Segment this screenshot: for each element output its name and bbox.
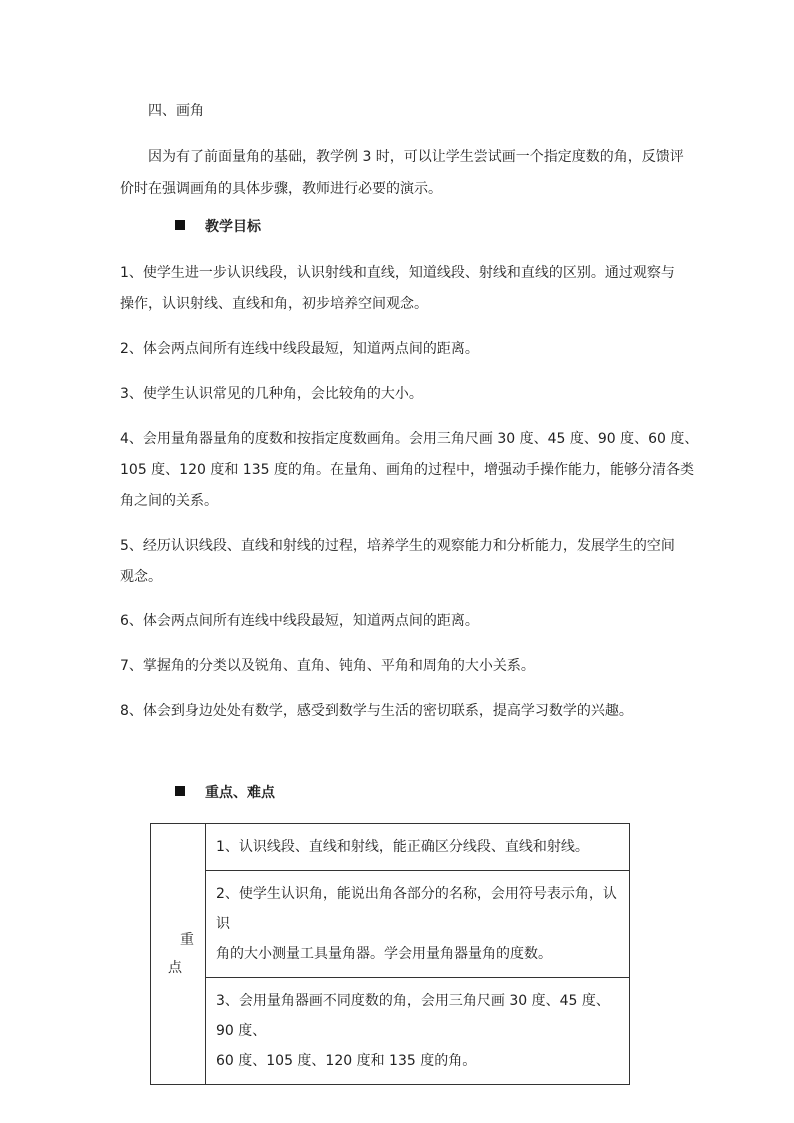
objectives-heading xyxy=(175,216,261,236)
objective-4-line-3: 角之间的关系。 xyxy=(120,493,218,509)
key-points-heading xyxy=(175,782,275,802)
objective-5-line-1: 5、经历认识线段、直线和射线的过程，培养学生的观察能力和分析能力，发展学生的空间 xyxy=(120,538,675,554)
key-points-label-cell xyxy=(151,824,206,1085)
objective-2: 2、体会两点间所有连线中线段最短，知道两点间的距离。 xyxy=(120,341,479,357)
key-point-3-line-2: 60 度、105 度、120 度和 135 度的角。 xyxy=(216,1053,477,1069)
key-points-heading-text: 重点、难点 xyxy=(205,785,275,801)
section-heading-draw-angle: 四、画角 xyxy=(148,103,204,119)
key-point-cell-3 xyxy=(206,978,630,1085)
objective-1-line-2: 操作，认识射线、直线和角，初步培养空间观念。 xyxy=(120,296,428,312)
key-points-label-char-2: 点 xyxy=(168,960,182,976)
objective-6: 6、体会两点间所有连线中线段最短，知道两点间的距离。 xyxy=(120,613,479,629)
square-bullet-icon xyxy=(175,786,185,796)
objectives-heading-text: 教学目标 xyxy=(205,219,261,235)
table-row xyxy=(151,824,630,871)
key-point-2-line-2: 角的大小测量工具量角器。学会用量角器量角的度数。 xyxy=(216,946,552,962)
objective-3: 3、使学生认识常见的几种角，会比较角的大小。 xyxy=(120,386,423,402)
key-point-3-line-1: 3、会用量角器画不同度数的角，会用三角尺画 30 度、45 度、90 度、 xyxy=(216,993,610,1039)
intro-paragraph-line-2: 价时在强调画角的具体步骤，教师进行必要的演示。 xyxy=(120,181,442,197)
table-row xyxy=(151,871,630,978)
objective-4-line-2: 105 度、120 度和 135 度的角。在量角、画角的过程中，增强动手操作能力，能够分清各类 xyxy=(120,462,694,478)
intro-paragraph-line-1: 因为有了前面量角的基础，教学例 3 时，可以让学生尝试画一个指定度数的角，反馈评 xyxy=(148,149,684,165)
objective-8: 8、体会到身边处处有数学，感受到数学与生活的密切联系，提高学习数学的兴趣。 xyxy=(120,703,633,719)
objective-4-line-1: 4、会用量角器量角的度数和按指定度数画角。会用三角尺画 30 度、45 度、90 度、60 度、 xyxy=(120,431,699,447)
key-points-table xyxy=(150,823,630,1085)
key-point-cell-2 xyxy=(206,871,630,978)
objective-1-line-1: 1、使学生进一步认识线段，认识射线和直线，知道线段、射线和直线的区别。通过观察与 xyxy=(120,265,675,281)
key-points-label-char-1: 重 xyxy=(180,932,194,948)
key-point-1-line-1: 1、认识线段、直线和射线，能正确区分线段、直线和射线。 xyxy=(216,839,589,855)
key-point-2-line-1: 2、使学生认识角，能说出角各部分的名称，会用符号表示角，认识 xyxy=(216,886,617,932)
objective-5-line-2: 观念。 xyxy=(120,569,162,585)
square-bullet-icon xyxy=(175,220,185,230)
objective-7: 7、掌握角的分类以及锐角、直角、钝角、平角和周角的大小关系。 xyxy=(120,658,535,674)
table-row xyxy=(151,978,630,1085)
key-point-cell-1 xyxy=(206,824,630,871)
